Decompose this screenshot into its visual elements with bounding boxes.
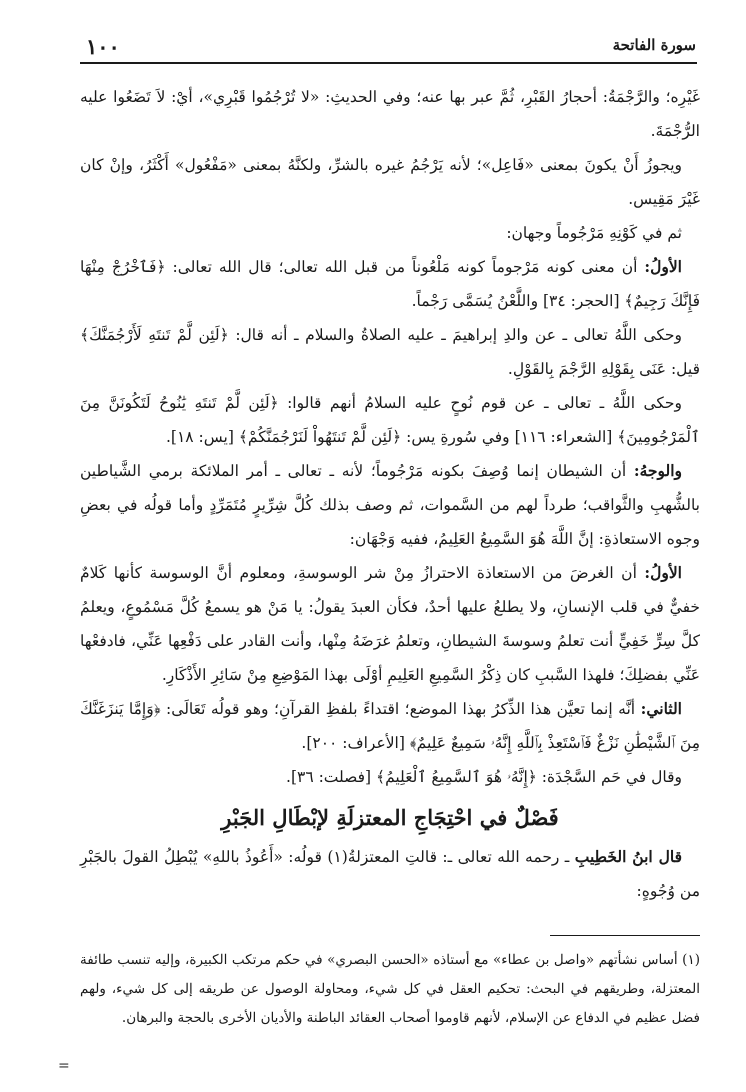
- paragraph-text: أن الغرضَ من الاستعاذة الاحترازُ مِنْ شر الوسوسةِ، ومعلوم أنَّ الوسوسة كأنها كَلامٌ خفيٌّ في قلب الإنسانِ، ولا يطلعُ عليها أحدٌ، فكأن العبدَ يقولُ: يا مَنْ هو يسمعُ كُلَّ مَسْمُوعٍ، ويعلمُ كلَّ سِرٍّ خَفِيٍّ أنت تعلمُ وسوسةَ الشيطانِ، وتعلمُ غرَضَهُ مِنْها، وأنت القادر على دَفْعِها عَنِّي، فادفعْها عَنِّي بفضلِكَ؛ فلهذا السَّببِ كان ذِكْرُ السَّمِيعِ العَلِيمِ أوْلَى بهذا المَوْضِعِ مِنْ سَائِرِ الأَذْكَارِ.: [80, 564, 700, 684]
- paragraph: [80, 556, 700, 692]
- running-title: سورة الفاتحة: [612, 36, 696, 54]
- paragraph: ثم في كَوْنِهِ مَرْجُوماً وجهان:: [506, 224, 682, 242]
- point-label: والوجهُ:: [633, 461, 682, 480]
- footnote: [80, 946, 700, 1033]
- footnote-text: (١) أساس نشأتهم «واصل بن عطاء» مع أستاذه «الحسن البصري» في حكم مرتكب الكبيرة، وإليه تنسب طائفة المعتزلة، وطريقهم في البحث: تحكيم العقل في كل شيء، ومحاولة الوصول عن طريقه إلى كل شيء، ولهم فضل عظيم في الدفاع عن الإسلام، لأنهم قاوموا أصحاب العقائد الباطنة والأديان الأخرى بالحجة والبرهان.: [80, 952, 700, 1026]
- page-number: ١٠٠: [86, 34, 120, 59]
- paragraph: [80, 250, 700, 318]
- point-label: الأولُ:: [644, 563, 682, 582]
- page-header: [86, 34, 696, 60]
- paragraph-text: أن معنى كونه مَرْجوماً كونه مَلْعُوناً من قبل الله تعالى؛ قال الله تعالى: ﴿فَٱخْرُجْ مِنْهَا فَإِنَّكَ رَجِيمٌ﴾ [الحجر: ٣٤] واللَّعْنُ يُسَمَّى رَجْماً.: [80, 258, 700, 310]
- footnote-rule: [550, 935, 700, 936]
- continuation-mark: =: [58, 1058, 70, 1074]
- paragraph: وقال في حَم السَّجْدَة: ﴿إِنَّهُۥ هُوَ ٱلسَّمِيعُ ٱلْعَلِيمُ﴾ [فصلت: ٣٦].: [286, 768, 682, 786]
- header-rule: [80, 62, 697, 64]
- paragraph-text: ـ رحمه الله تعالى ـ: قالتِ المعتزلةُ(١) قولُه: «أَعُوذُ باللهِ» يُبْطِلُ القولَ بالجَبْرِ من وُجُوهٍ:: [80, 848, 700, 900]
- paragraph: [80, 692, 700, 760]
- paragraph-text: أنَّه إنما تعيَّن هذا الذِّكرُ بهذا الموضع؛ اقتداءً بلفظِ القرآنِ؛ وهو قولُه تَعَالَى: ﴿وَإِمَّا يَنزَغَنَّكَ مِنَ ٱلشَّيْطَٰنِ نَزْغٌ فَٱسْتَعِذْ بِٱللَّهِ إِنَّهُۥ سَمِيعٌ عَلِيمٌ﴾ [الأعراف: ٢٠٠].: [80, 700, 700, 752]
- paragraph-text: أن الشيطان إنما وُصِفَ بكونه مَرْجُوماً؛ لأنه ـ تعالى ـ أمر الملائكة برمي الشَّياطين بالشُّهبِ والثَّواقب؛ طرداً لهم من السَّموات، ثم وصف بذلك كُلَّ شِرِّيرٍ مُتَمَرِّدٍ وأما قولُه في بعضِ وجوه الاستعاذةِ: إنَّ اللَّهَ هُوَ السَّمِيعُ العَلِيمُ، ففيه وَجْهَان:: [80, 462, 700, 548]
- point-label: الأولُ:: [644, 257, 682, 276]
- paragraph: وحكى اللَّهُ تعالى ـ عن والدِ إبراهيمَ ـ عليه الصلاةُ والسلام ـ أنه قال: ﴿لَئِن لَّمْ تَنتَهِ لَأَرْجُمَنَّكَ﴾ قيل: عَنَى بِقَوْلِهِ الرَّجْمَ بِالقَوْلِ.: [80, 326, 700, 378]
- section-heading: فَصْلٌ في احْتِجَاجِ المعتزلَةِ لإبْطَالِ الجَبْرِ: [221, 805, 559, 830]
- author-label: قال ابنُ الخَطِيبِ: [574, 847, 682, 866]
- paragraph: [80, 840, 700, 908]
- point-label: الثاني:: [640, 699, 682, 718]
- main-text: [80, 80, 700, 908]
- paragraph: [80, 454, 700, 556]
- paragraph: وحكى اللَّهُ ـ تعالى ـ عن قوم نُوحٍ عليه السلامُ أنهم قالوا: ﴿لَئِن لَّمْ تَنتَهِ يَٰنُوحُ لَتَكُونَنَّ مِنَ ٱلْمَرْجُومِينَ﴾ [الشعراء: ١١٦] وفي سُورةِ يس: ﴿لَئِن لَّمْ تَنتَهُواْ لَنَرْجُمَنَّكُمْ﴾ [يس: ١٨].: [80, 394, 700, 446]
- paragraph: ويجوزُ أَنْ يكونَ بمعنى «فَاعِل»؛ لأنه يَرْجُمُ غيره بالشرِّ، ولكنَّهُ بمعنى «مَفْعُول» أَكْثَرُ، وإنْ كان غَيْرَ مَقِيس.: [80, 156, 700, 208]
- paragraph: غَيْرِه؛ والرَّجْمَةُ: أحجارُ القَبْرِ، ثُمَّ عبر بها عنه؛ وفي الحديثِ: «لا تُرْجُمُوا قَبْرِي»، أيْ: لاَ تَضَعُوا عليه الرُّجْمَةَ.: [80, 88, 700, 140]
